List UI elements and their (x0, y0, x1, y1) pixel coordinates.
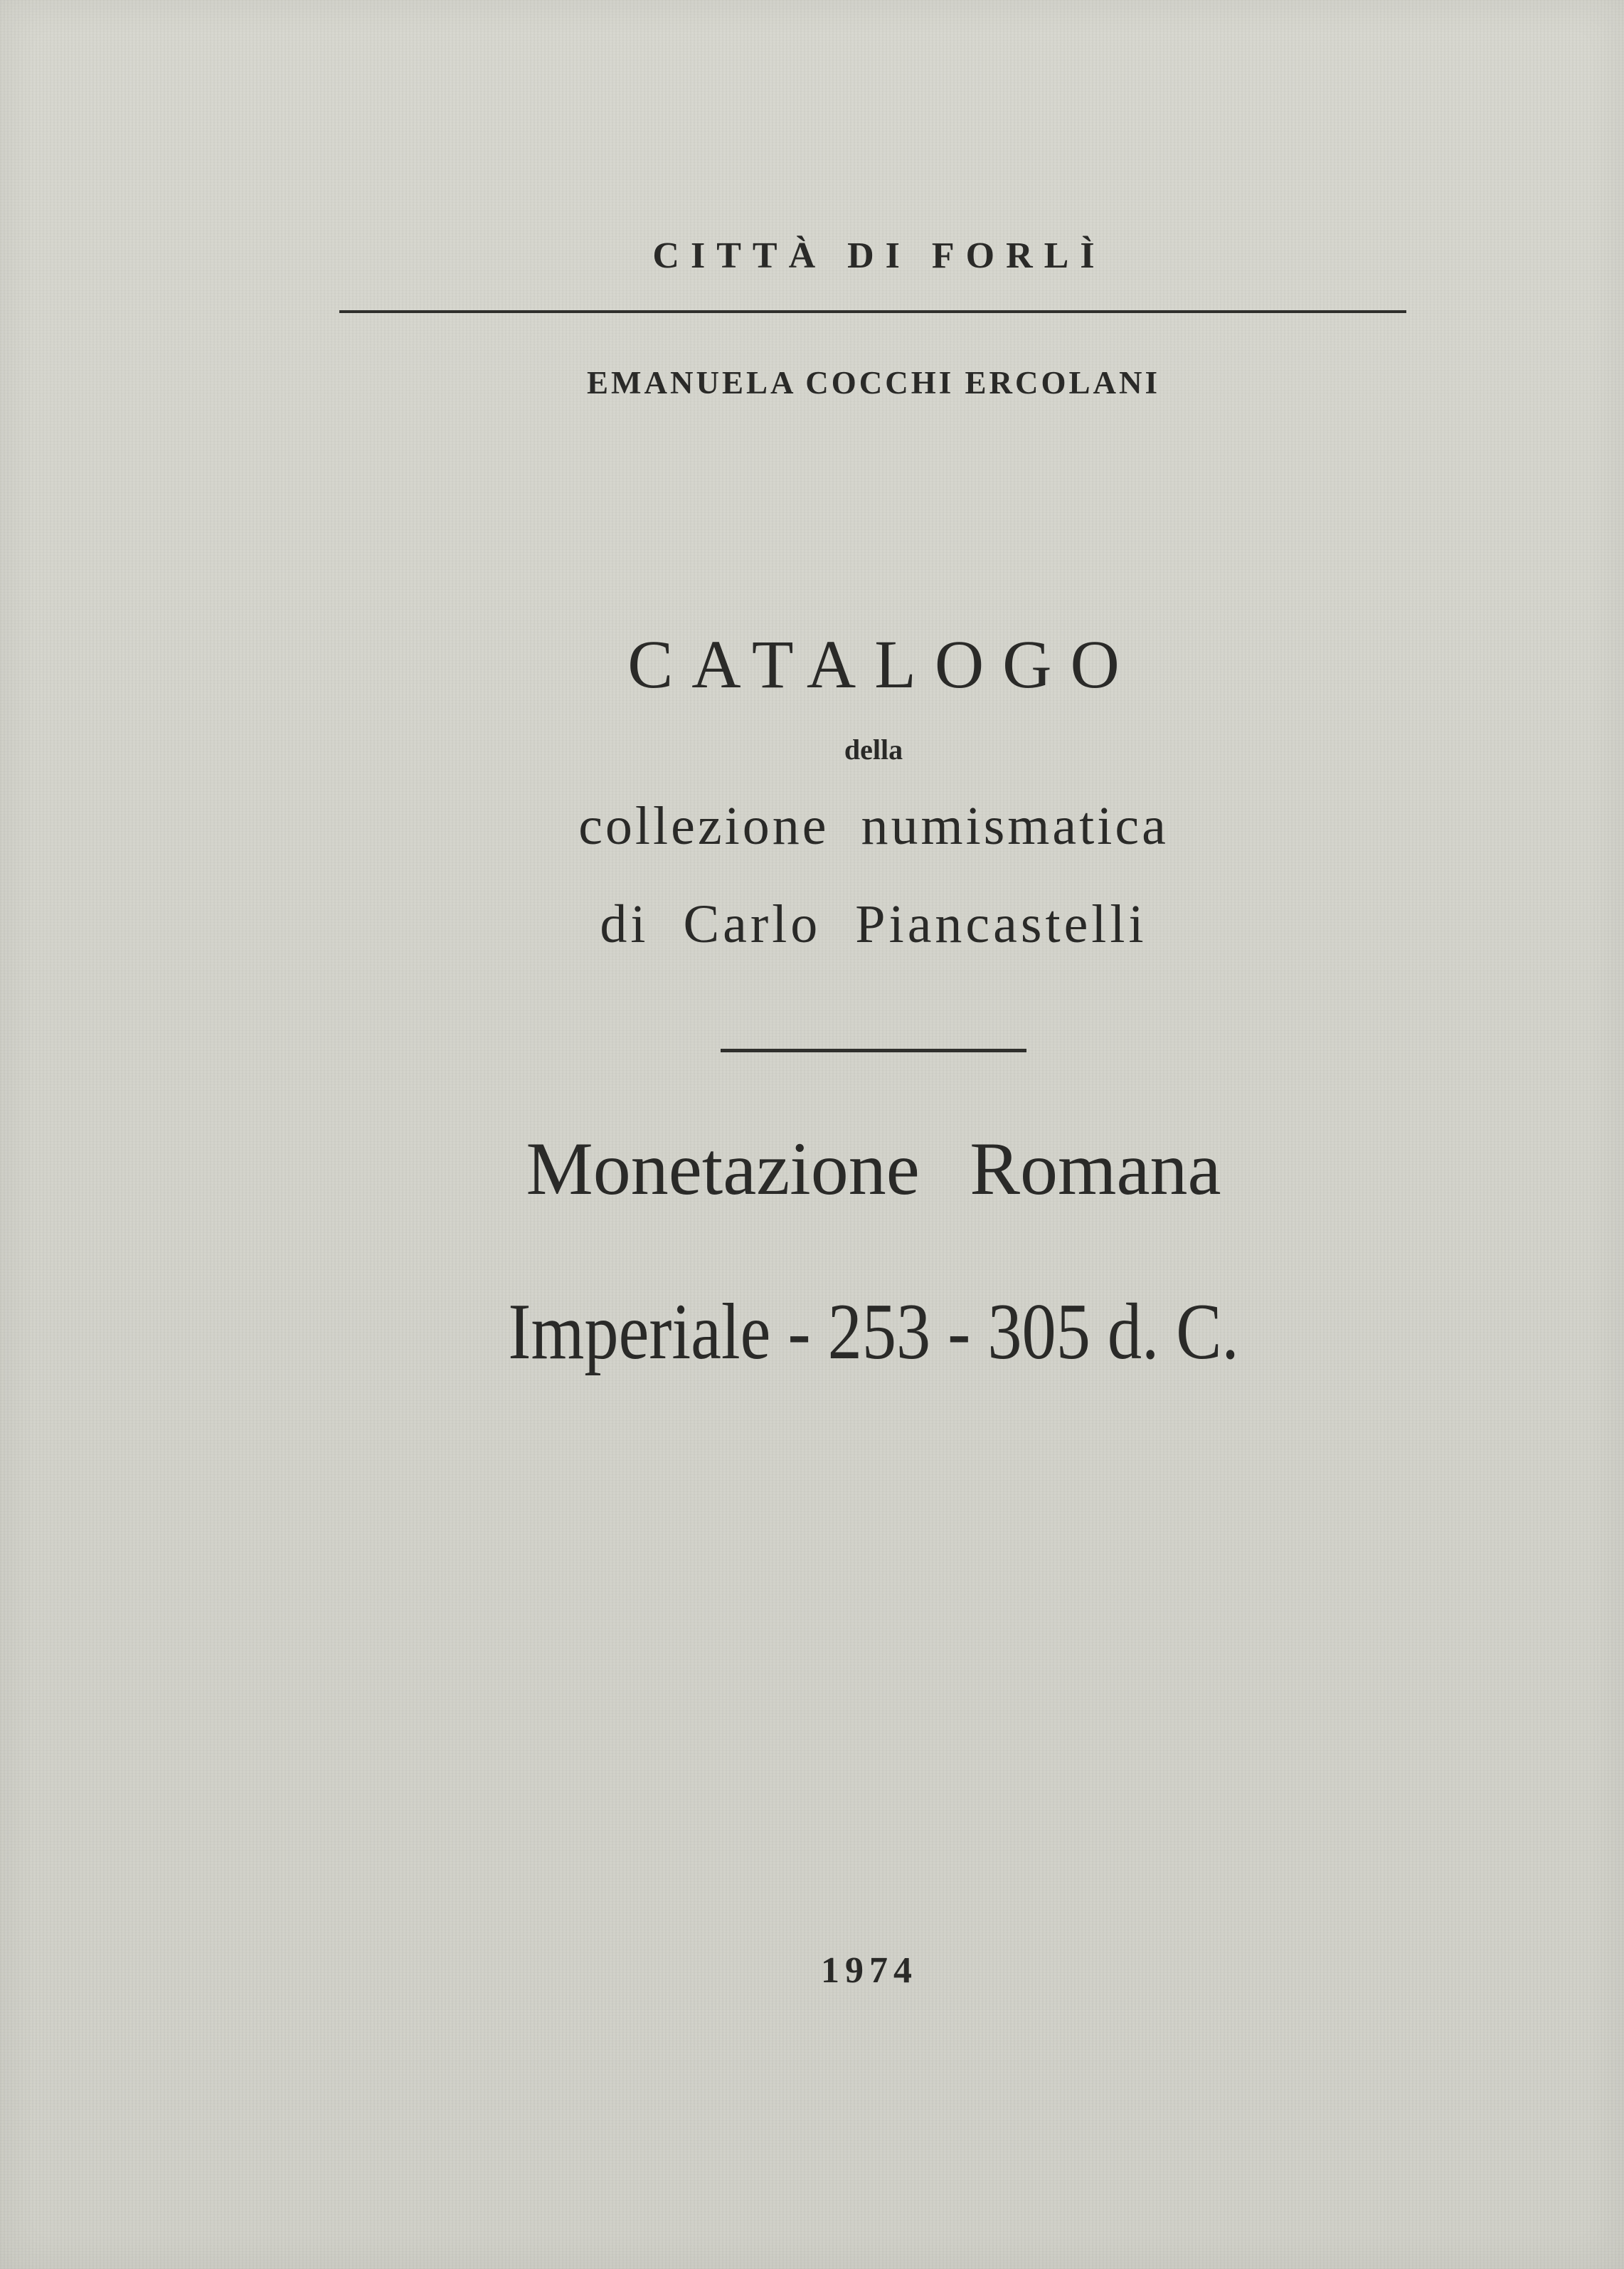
subtitle-line-1: Monetazione Romana (526, 1127, 1221, 1210)
title-connector: della (844, 734, 903, 766)
author-name: EMANUELA COCCHI ERCOLANI (586, 365, 1161, 401)
publisher-city: CITTÀ DI FORLÌ (652, 236, 1106, 276)
subtitle-line-2: Imperiale - 253 - 305 d. C. (508, 1288, 1239, 1376)
publication-year: 1974 (821, 1950, 918, 1991)
top-divider (339, 310, 1406, 313)
title-line-2: di Carlo Piancastelli (600, 894, 1147, 954)
title-line-1: collezione numismatica (578, 796, 1169, 856)
title-main: CATALOGO (627, 626, 1138, 702)
middle-divider (721, 1049, 1026, 1052)
